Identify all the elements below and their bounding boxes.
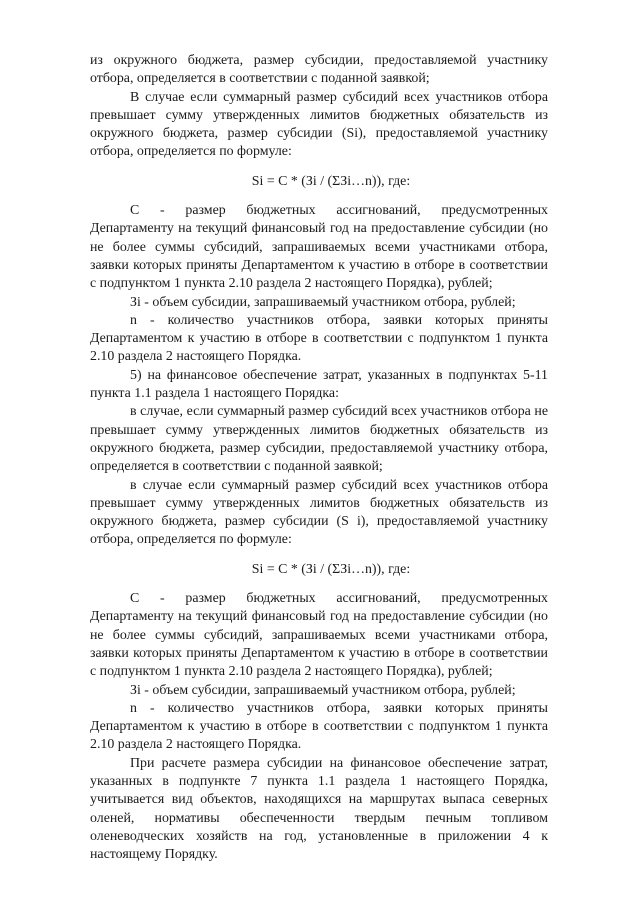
formula-subsidy: Si = C * (Зi / (ΣЗi…n)), где: bbox=[251, 173, 411, 189]
paragraph-definition-n-2: n - количество участников отбора, заявки которых приняты Департаментом к участию в отборе в соответствии с подпунктом 1 пункта 2.10 раздела 2 настоящего Порядка. bbox=[90, 700, 548, 753]
paragraph-condition-not-exceeds: в случае, если суммарный размер субсидий всех участников отбора не превышает сумму утвержденных лимитов бюджетных обязательств из окружного бюджета, размер субсидии, предоставляемой участнику отбора, определяется в соответствии с поданной заявкой; bbox=[90, 404, 548, 475]
paragraph-condition-exceeds-2: в случае если суммарный размер субсидий всех участников отбора превышает сумму утвержденных лимитов бюджетных обязательств из окружного бюджета, размер субсидии (S i), предоставляемой участнику отбора, определяется по формуле: bbox=[90, 477, 548, 548]
paragraph-definition-n: n - количество участников отбора, заявки которых приняты Департаментом к участию в отборе в соответствии с подпунктом 1 пункта 2.10 раздела 2 настоящего Порядка. bbox=[90, 312, 548, 365]
formula-subsidy-2: Si = C * (Зi / (ΣЗi…n)), где: bbox=[251, 561, 411, 577]
paragraph-definition-c-2: С - размер бюджетных ассигнований, предусмотренных Департаменту на текущий финансовый год на предоставление субсидии (но не более суммы субсидий, запрашиваемых всеми участниками отбора, заявки которых приняты Департаментом к участию в отборе в соответствии с подпунктом 1 пункта 2.10 раздела 2 настоящего Порядка), рублей; bbox=[90, 591, 548, 680]
paragraph-definition-zi-2: Зi - объем субсидии, запрашиваемый участником отбора, рублей; bbox=[130, 682, 516, 698]
paragraph-definition-c: С - размер бюджетных ассигнований, предусмотренных Департаменту на текущий финансовый год на предоставление субсидии (но не более суммы субсидий, запрашиваемых всеми участниками отбора, заявки которых приняты Департаментом к участию в отборе в соответствии с подпунктом 1 пункта 2.10 раздела 2 настоящего Порядка), рублей; bbox=[90, 203, 548, 292]
paragraph-definition-zi: Зi - объем субсидии, запрашиваемый участником отбора, рублей; bbox=[130, 294, 516, 310]
paragraph-condition-exceeds: В случае если суммарный размер субсидий всех участников отбора превышает сумму утвержденных лимитов бюджетных обязательств из окружного бюджета, размер субсидии (Si), предоставляемой участнику отбора, определяется по формуле: bbox=[90, 89, 548, 160]
paragraph-item-5: 5) на финансовое обеспечение затрат, указанных в подпунктах 5-11 пункта 1.1 раздела 1 настоящего Порядка: bbox=[90, 367, 548, 402]
paragraph-continuation: из окружного бюджета, размер субсидии, предоставляемой участнику отбора, определяется в соответствии с поданной заявкой; bbox=[90, 53, 548, 87]
paragraph-calculation-note: При расчете размера субсидии на финансовое обеспечение затрат, указанных в подпункте 7 пункта 1.1 раздела 1 настоящего Порядка, учитывается вид объектов, находящихся на маршрутах выпаса северных оленей, нормативы обеспеченности твердым печным топливом оленеводческих хозяйств на год, установленные в приложении 4 к настоящему Порядку. bbox=[90, 755, 548, 863]
document-page bbox=[90, 52, 548, 864]
